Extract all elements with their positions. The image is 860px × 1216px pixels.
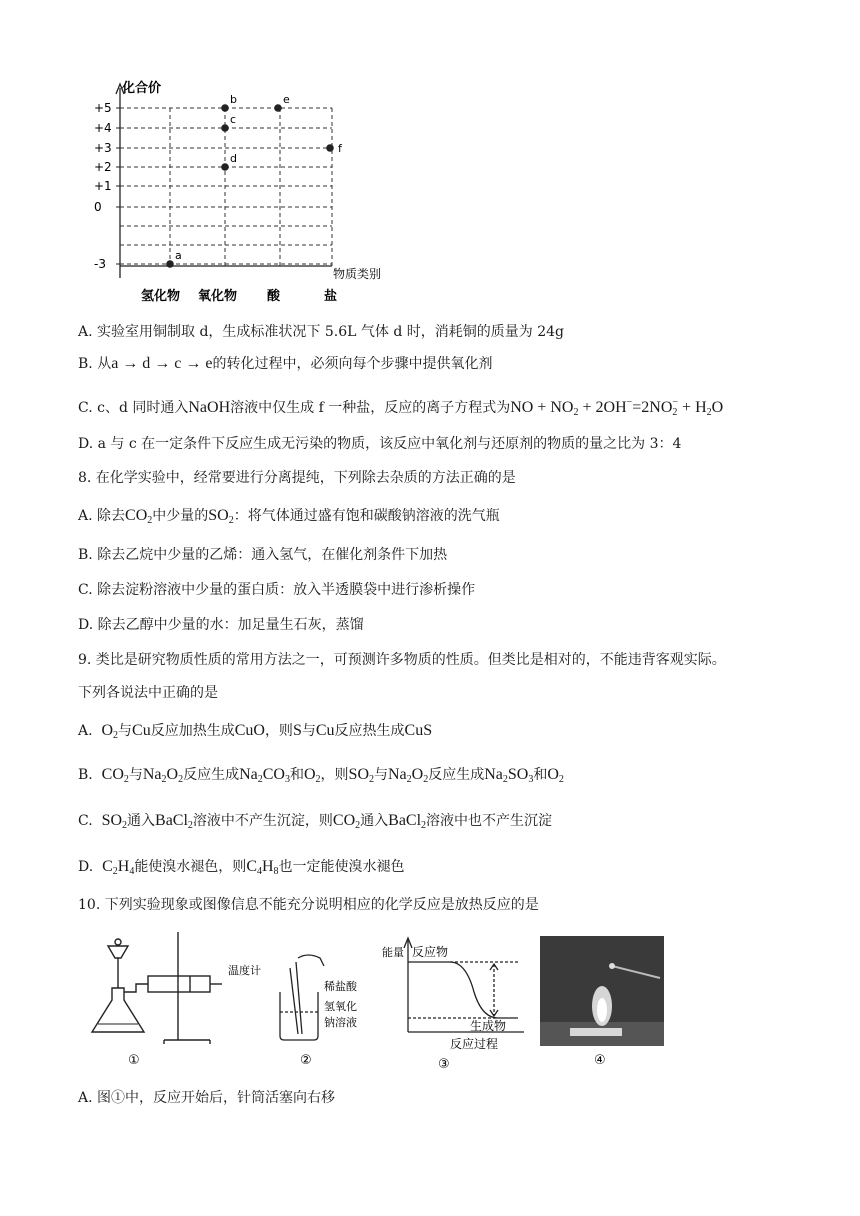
point-label-e: e: [283, 93, 290, 106]
q9-option-d: D. $C_2H_4$能使溴水褪色，则$C_4H_8$也一定能使溴水褪色: [78, 858, 405, 877]
q7-b-chain: a → d → c → e: [111, 355, 213, 372]
q7-option-d: D. a 与 c 在一定条件下反应生成无污染的物质，该反应中氧化剂与还原剂的物质的量之比为 3：4: [78, 436, 682, 452]
point-label-b: b: [230, 93, 237, 106]
q7-option-a: A. 实验室用铜制取 d，生成标准状况下 5.6L 气体 d 时，消耗铜的质量为 24g: [78, 324, 564, 340]
q7-option-c: C. c、d 同时通入NaOH溶液中仅生成 f 一种盐，反应的离子方程式为NO + $NO_2 + 2OH^-=2NO_2^- + H_2O$: [78, 397, 724, 418]
y-tick-label: 0: [94, 200, 102, 214]
figure-1-flask-syringe: [90, 928, 230, 1070]
acid-label: 稀盐酸: [324, 980, 357, 993]
figure-1-label: ①: [128, 1053, 140, 1068]
y-tick-label: +4: [94, 121, 112, 135]
x-category-3: 盐: [324, 289, 338, 304]
x-category-2: 酸: [267, 289, 281, 304]
y-tick-label: +2: [94, 160, 112, 174]
point-f: [326, 144, 334, 152]
reactant-label: 反应物: [412, 945, 449, 959]
q9-option-b: B. $CO_2$与$Na_2O_2$反应生成$Na_2CO_3$和$O_2$，则$SO_2$与$Na_2O_2$反应生成$Na_2SO_3$和$O_2$: [78, 766, 564, 785]
y-tick-label: +3: [94, 141, 112, 155]
point-a: [166, 260, 174, 268]
q9-stem-1: 9. 类比是研究物质性质的常用方法之一，可预测许多物质的性质。但类比是相对的，不能违背客观实际。: [78, 652, 726, 668]
q9-option-a: A. $O_2$与Cu反应加热生成CuO，则S与Cu反应热生成CuS: [78, 722, 433, 741]
q8-stem: 8. 在化学实验中，经常要进行分离提纯，下列除去杂质的方法正确的是: [78, 470, 516, 486]
q8-option-a: A. 除去$CO_2$中少量的$SO_2$：将气体通过盛有饱和碳酸钠溶液的洗气瓶: [78, 507, 500, 526]
y-tick-label: +5: [94, 101, 112, 115]
data-points: [166, 93, 343, 268]
ionic-equation: NO + $NO_2 + 2OH^-=2NO_2^- + H_2O$: [510, 397, 724, 418]
valence-chart: [80, 78, 410, 310]
point-label-d: d: [230, 152, 237, 165]
figure-4-photo: [540, 936, 668, 1070]
product-label: 生成物: [470, 1019, 507, 1033]
naoh-label-2: 钠溶液: [324, 1016, 357, 1029]
x-category-0: 氢化物: [141, 289, 181, 304]
figure-3-energy-diagram: [382, 934, 532, 1070]
energy-axis-label: 能量: [382, 946, 404, 959]
grid-lines: [120, 108, 332, 266]
figure-3-label: ③: [438, 1057, 450, 1070]
q8-option-d: D. 除去乙醇中少量的水：加足量生石灰，蒸馏: [78, 617, 364, 633]
q8-option-c: C. 除去淀粉溶液中少量的蛋白质：放入半透膜袋中进行渗析操作: [78, 582, 476, 598]
q7-option-b: B. 从a → d → c → e的转化过程中，必须向每个步骤中提供氧化剂: [78, 355, 493, 372]
q9-option-c: C. $SO_2$通入BaCl$_2$溶液中不产生沉淀，则$CO_2$通入BaCl$_2$溶液中也不产生沉淀: [78, 812, 553, 831]
point-label-f: f: [338, 142, 342, 155]
figure-2-label: ②: [300, 1053, 312, 1068]
point-c: [221, 124, 229, 132]
q8-option-b: B. 除去乙烷中少量的乙烯：通入氢气，在催化剂条件下加热: [78, 547, 448, 563]
q9-stem-2: 下列各说法中正确的是: [78, 685, 218, 701]
x-category-1: 氧化物: [198, 289, 238, 304]
y-tick-label: -3: [94, 257, 106, 271]
y-tick-label: +1: [94, 179, 112, 193]
y-axis-title: 化合价: [122, 81, 162, 96]
q10-stem: 10. 下列实验现象或图像信息不能充分说明相应的化学反应是放热反应的是: [78, 897, 539, 913]
figure-4-label: ④: [594, 1053, 606, 1068]
point-label-c: c: [230, 113, 237, 126]
x-axis-title: 物质类别: [333, 267, 382, 281]
point-e: [274, 104, 282, 112]
naoh-label-1: 氢氧化: [324, 1000, 357, 1013]
reaction-process-label: 反应过程: [450, 1037, 499, 1051]
thermometer-label: 温度计: [228, 964, 261, 977]
q10-option-a: A. 图①中，反应开始后，针筒活塞向右移: [78, 1090, 336, 1106]
y-ticks: [94, 101, 120, 271]
point-label-a: a: [175, 249, 182, 262]
point-d: [221, 163, 229, 171]
point-b: [221, 104, 229, 112]
figure-2-beaker: [228, 948, 368, 1070]
